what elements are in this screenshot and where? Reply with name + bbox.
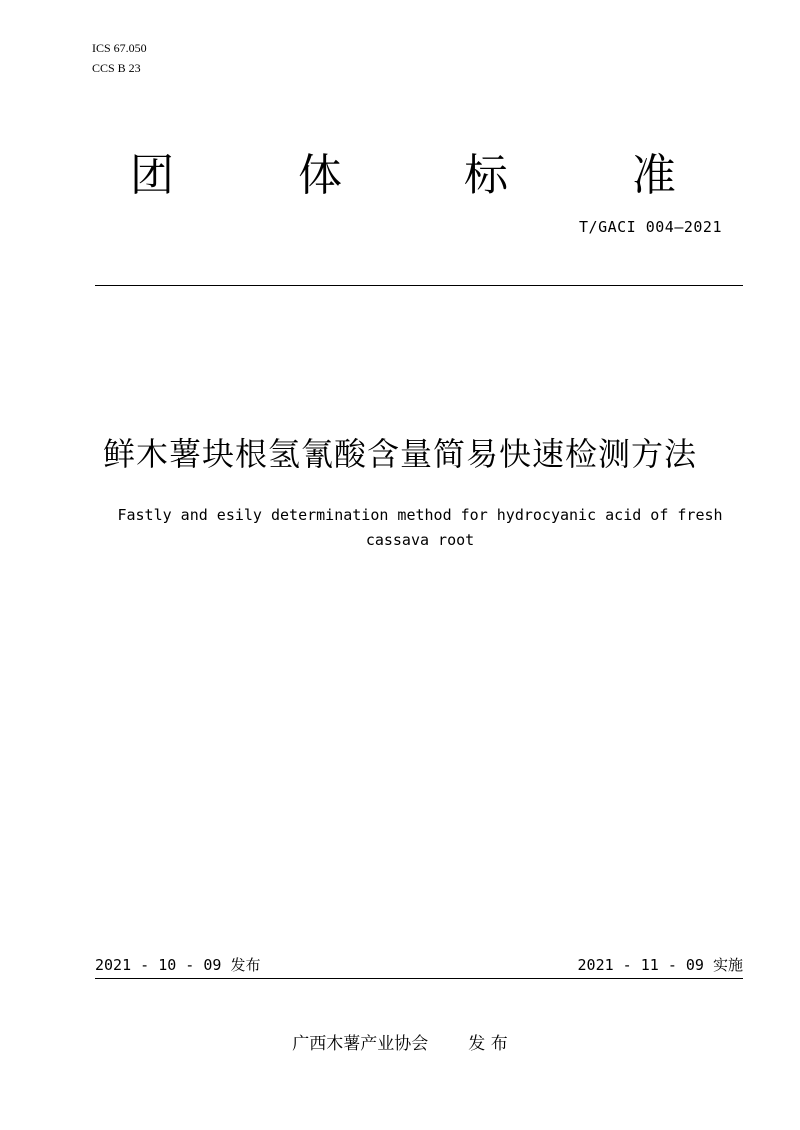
classification-codes bbox=[92, 38, 147, 78]
issue-date: 2021 - 10 - 09 发布 bbox=[95, 956, 261, 974]
title-char-3: 标 bbox=[464, 150, 508, 201]
chinese-title: 鲜木薯块根氢氰酸含量简易快速检测方法 bbox=[102, 435, 697, 473]
publisher-name: 广西木薯产业协会 bbox=[292, 1034, 429, 1054]
title-char-1: 团 bbox=[130, 150, 174, 201]
title-char-4: 准 bbox=[632, 150, 676, 201]
standard-number: T/GACI 004—2021 bbox=[579, 218, 722, 236]
implement-date: 2021 - 11 - 09 实施 bbox=[577, 956, 743, 974]
title-char-2: 体 bbox=[298, 150, 342, 201]
footer-divider bbox=[95, 978, 743, 979]
publish-label: 发 布 bbox=[468, 1034, 508, 1054]
ccs-code: CCS B 23 bbox=[92, 61, 141, 75]
header-divider bbox=[95, 285, 743, 286]
document-type-title bbox=[0, 148, 800, 208]
publisher-line bbox=[0, 1032, 800, 1056]
english-title: Fastly and esily determination method for hydrocyanic acid of fresh cassava root bbox=[117, 506, 723, 549]
date-row bbox=[95, 953, 743, 977]
ics-code: ICS 67.050 bbox=[92, 41, 147, 55]
